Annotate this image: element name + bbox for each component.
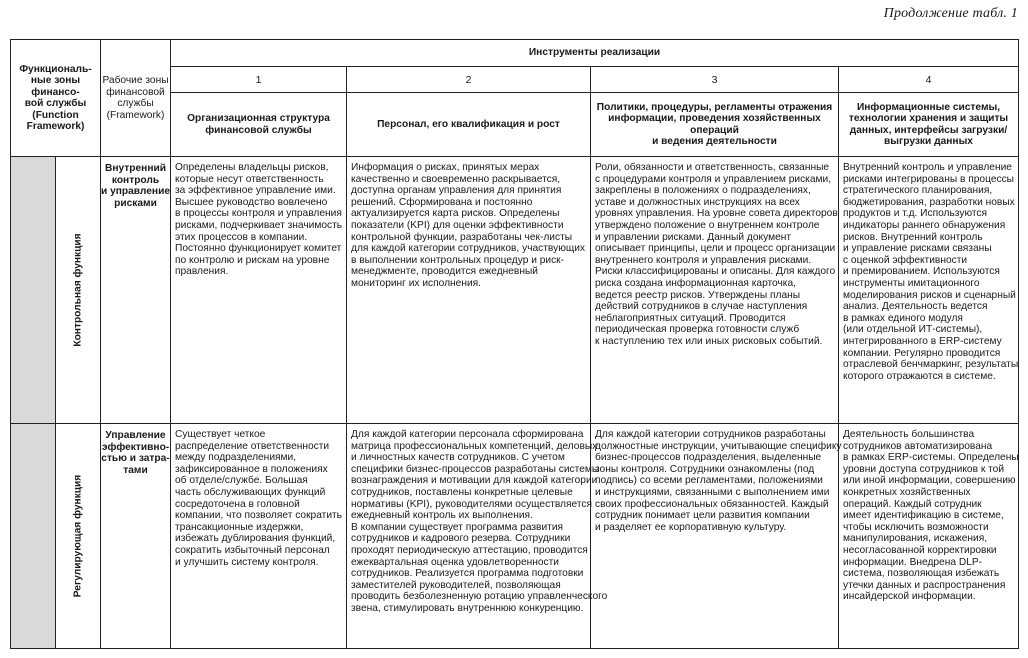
column-number-2: 2 xyxy=(347,67,591,93)
header-instruments: Инструменты реализации xyxy=(171,40,1019,67)
function-cell-control xyxy=(11,157,101,424)
cell-control-personnel: Информация о рисках, принятых мерах качественно и своевременно раскрывается, доступна органам управления для принятия решений. Сформирована и постоянно актуализируется карта рисков. Определены показатели (KPI) для оценки эффективности контрольной функции, разработаны чек-листы для каждой категории сотрудников, участвующих в выполнении контрольных процедур и риск- менеджменте, проводится ежедневный мониторинг их исполнения. xyxy=(347,157,591,424)
shaded-band xyxy=(11,157,55,423)
function-label-regulating: Регулирующая функция xyxy=(72,474,84,598)
column-title-personnel: Персонал, его квалификация и рост xyxy=(347,93,591,157)
header-functional-zones: Функциональ- ные зоны финансо- вой службы (Function Framework) xyxy=(11,40,101,157)
column-number-1: 1 xyxy=(171,67,347,93)
column-title-policies: Политики, процедуры, регламенты отражения информации, проведения хозяйственных операций и ведения деятельности xyxy=(591,93,839,157)
cell-control-org: Определены владельцы рисков, которые несут ответственность за эффективное управление ими. Высшее руководство вовлечено в процессы контроля и управления рисками, подчеркивает значимость этих процессов в компании. Постоянно функционирует комитет по контролю и рискам на уровне правления. xyxy=(171,157,347,424)
cell-regulating-policies: Для каждой категории сотрудников разработаны должностные инструкции, учитывающие специфику бизнес-процессов подразделения, выделенные зоны контроля. Сотрудники ознакомлены (под подпись) со всеми регламентами, положениями и инструкциями, связанными с выполнением ими своих профессиональных обязанностей. Каждый сотрудник понимает цели развития компании и разделяет ее корпоративную культуру. xyxy=(591,424,839,649)
functions-table xyxy=(10,39,1019,649)
zone-efficiency-costs: Управление эффективно- стью и затра- тами xyxy=(101,424,171,649)
cell-regulating-personnel: Для каждой категории персонала сформирована матрица профессиональных компетенций, деловых и личностных качеств сотрудников. С учетом специфики бизнес-процессов разработаны системы вознаграждения и мотивации для каждой категории сотрудников, поставлены конкретные целевые нормативы (KPI), руководителями осуществляется ежедневный контроль их выполнения. В компании существует программа развития сотрудников и кадрового резерва. Сотрудники проходят периодическую аттестацию, проводится ежеквартальная оценка удовлетворенности сотрудников. Реализуется программа подготовки заместителей руководителей, позволяющая проводить безболезненную ротацию управленческого звена, стимулировать внутреннюю конкуренцию. xyxy=(347,424,591,649)
column-number-4: 4 xyxy=(839,67,1019,93)
column-title-info-systems: Информационные системы, технологии хранения и защиты данных, интерфейсы загрузки/ выгрузки данных xyxy=(839,93,1019,157)
table-row xyxy=(11,157,1019,424)
cell-regulating-info-systems: Деятельность большинства сотрудников автоматизирована в рамках ERP-системы. Определены уровни доступа сотрудников к той или иной информации, совершению конкретных хозяйственных операций. Каждый сотрудник имеет идентификацию в системе, чтобы исключить возможности манипулирования, искажения, несогласованной корректировки информации. Внедрена DLP- система, позволяющая избежать утечки данных и распространения инсайдерской информации. xyxy=(839,424,1019,649)
cell-control-policies: Роли, обязанности и ответственность, связанные с процедурами контроля и управлением рисками, закреплены в положениях о подразделениях, уставе и должностных инструкциях на всех уровнях управления. На уровне совета директоров утверждено положение о внутреннем контроле и управлении рисками. Данный документ описывает принципы, цели и процесс организации внутреннего контроля и управления рисками. Риски классифицированы и описаны. Для каждого риска создана информационная карточка, ведется реестр рисков. Утверждены планы действий сотрудников в случае наступления неблагоприятных ситуаций. Проводится периодическая проверка готовности служб к наступлению тех или иных рисковых событий. xyxy=(591,157,839,424)
zone-internal-control: Внутренний контроль и управление рисками xyxy=(101,157,171,424)
function-cell-regulating xyxy=(11,424,101,649)
shaded-band xyxy=(11,424,55,648)
table-row xyxy=(11,424,1019,649)
column-title-org-structure: Организационная структура финансовой службы xyxy=(171,93,347,157)
function-label-control: Контрольная функция xyxy=(72,233,84,347)
cell-regulating-org: Существует четкое распределение ответственности между подразделениями, зафиксированное в положениях об отделе/службе. Большая часть обслуживающих функций сосредоточена в головной компании, что позволяет сократить трансакционные издержки, избежать дублирования функций, сократить избыточный персонал и улучшить систему контроля. xyxy=(171,424,347,649)
cell-control-info-systems: Внутренний контроль и управление рисками интегрированы в процессы стратегического планирования, бюджетирования, разработки новых продуктов и т.д. Используются индикаторы раннего обнаружения рисков. Внутренний контроль и управление рисками связаны с оценкой эффективности и премированием. Используются инструменты имитационного моделирования рисков и сценарный анализ. Деятельность ведется в рамках единого модуля (или отдельной ИТ-системы), интегрированного в ERP-систему компании. Регулярно проводится отраслевой бенчмаркинг, результаты которого отражаются в системе. xyxy=(839,157,1019,424)
header-working-zones: Рабочие зоны финансовой службы (Framework) xyxy=(101,40,171,157)
table-continuation-caption: Продолжение табл. 1 xyxy=(883,6,1018,21)
column-number-3: 3 xyxy=(591,67,839,93)
